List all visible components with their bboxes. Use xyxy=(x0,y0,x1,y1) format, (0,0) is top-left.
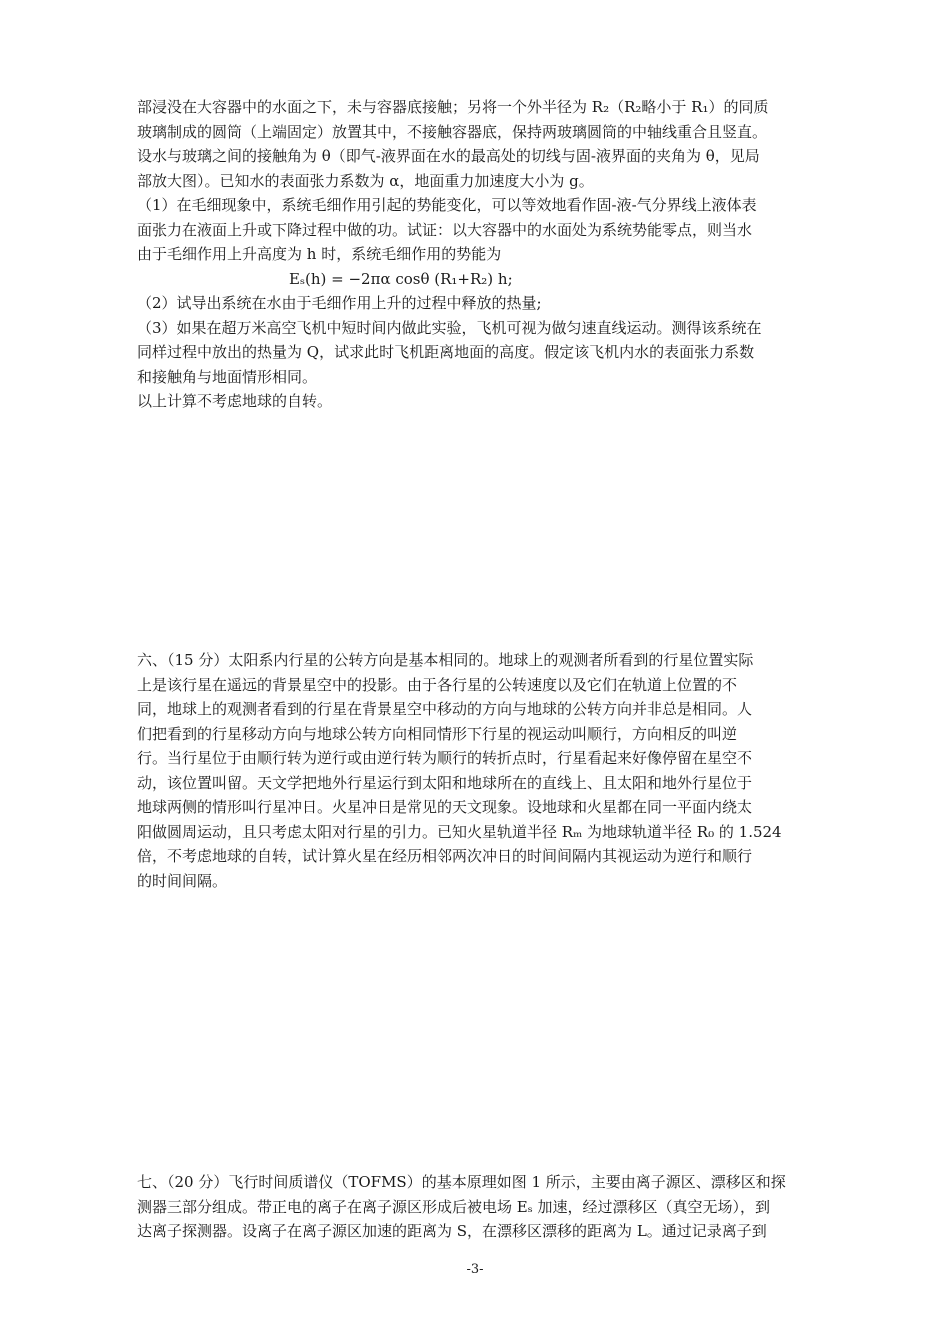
problem-heading-line: 六、（15 分）太阳系内行星的公转方向是基本相同的。地球上的观测者所看到的行星位置实际 xyxy=(137,651,754,669)
paragraph-line: 阳做圆周运动，且只考虑太阳对行星的引力。已知火星轨道半径 Rₘ 为地球轨道半径 R₀ 的 1.524 xyxy=(137,822,782,841)
paragraph-line: 由于毛细作用上升高度为 h 时，系统毛细作用的势能为 xyxy=(137,245,502,263)
question-part-2: （2）试导出系统在水由于毛细作用上升的过程中释放的热量; xyxy=(137,294,542,312)
paragraph-line: 达离子探测器。设离子在离子源区加速的距离为 S，在漂移区漂移的距离为 L。通过记录离子到 xyxy=(137,1222,767,1240)
paragraph-line: 和接触角与地面情形相同。 xyxy=(137,367,318,386)
problem-6 xyxy=(137,648,817,893)
problem-5-continuation xyxy=(137,95,817,414)
paragraph-line: 上是该行星在遥远的背景星空中的投影。由于各行星的公转速度以及它们在轨道上位置的不 xyxy=(137,675,738,694)
paragraph-line: 测器三部分组成。带正电的离子在离子源区形成后被电场 Eₛ 加速，经过漂移区（真空无场），到 xyxy=(137,1197,771,1216)
paragraph-line: 倍，不考虑地球的自转，试计算火星在经历相邻两次冲日的时间间隔内其视运动为逆行和顺行 xyxy=(137,847,753,865)
note-line: 以上计算不考虑地球的自转。 xyxy=(137,392,333,410)
question-part-1: （1）在毛细现象中，系统毛细作用引起的势能变化，可以等效地看作固-液-气分界线上液体表 xyxy=(137,196,757,214)
paragraph-line: 们把看到的行星移动方向与地球公转方向相同情形下行星的视运动叫顺行，方向相反的叫逆 xyxy=(137,724,738,743)
paragraph-line: 同样过程中放出的热量为 Q，试求此时飞机距离地面的高度。假定该飞机内水的表面张力系数 xyxy=(137,343,755,361)
paragraph-line: 行。当行星位于由顺行转为逆行或由逆行转为顺行的转折点时，行星看起来好像停留在星空不 xyxy=(137,749,753,767)
paragraph-line: 玻璃制成的圆筒（上端固定）放置其中，不接触容器底，保持两玻璃圆筒的中轴线重合且竖直。 xyxy=(137,122,768,141)
question-part-3: （3）如果在超万米高空飞机中短时间内做此实验，飞机可视为做匀速直线运动。测得该系统在 xyxy=(137,318,762,337)
paragraph-line: 部浸没在大容器中的水面之下，未与容器底接触；另将一个外半径为 R₂（R₂略小于 R₁）的同质 xyxy=(137,98,769,116)
paragraph-line: 同，地球上的观测者看到的行星在背景星空中移动的方向与地球的公转方向并非总是相同。人 xyxy=(137,700,753,718)
problem-7 xyxy=(137,1170,817,1244)
problem-heading-line: 七、（20 分）飞行时间质谱仪（TOFMS）的基本原理如图 1 所示，主要由离子源区、漂移区和探 xyxy=(137,1173,786,1191)
paragraph-line: 设水与玻璃之间的接触角为 θ（即气-液界面在水的最高处的切线与固-液界面的夹角为 θ，见局 xyxy=(137,147,760,165)
paragraph-line: 面张力在液面上升或下降过程中做的功。试证：以大容器中的水面处为系统势能零点，则当水 xyxy=(137,220,753,239)
paragraph-line: 部放大图）。已知水的表面张力系数为 α，地面重力加速度大小为 g。 xyxy=(137,171,594,190)
paragraph-line: 动，该位置叫留。天文学把地外行星运行到太阳和地球所在的直线上、且太阳和地外行星位于 xyxy=(137,773,753,792)
paragraph-line: 的时间间隔。 xyxy=(137,871,228,890)
paragraph-line: 地球两侧的情形叫行星冲日。火星冲日是常见的天文现象。设地球和火星都在同一平面内绕太 xyxy=(137,798,753,816)
page-number: -3- xyxy=(466,1262,484,1277)
potential-energy-formula: Eₛ(h) = −2πα cosθ (R₁+R₂) h; xyxy=(289,269,513,288)
